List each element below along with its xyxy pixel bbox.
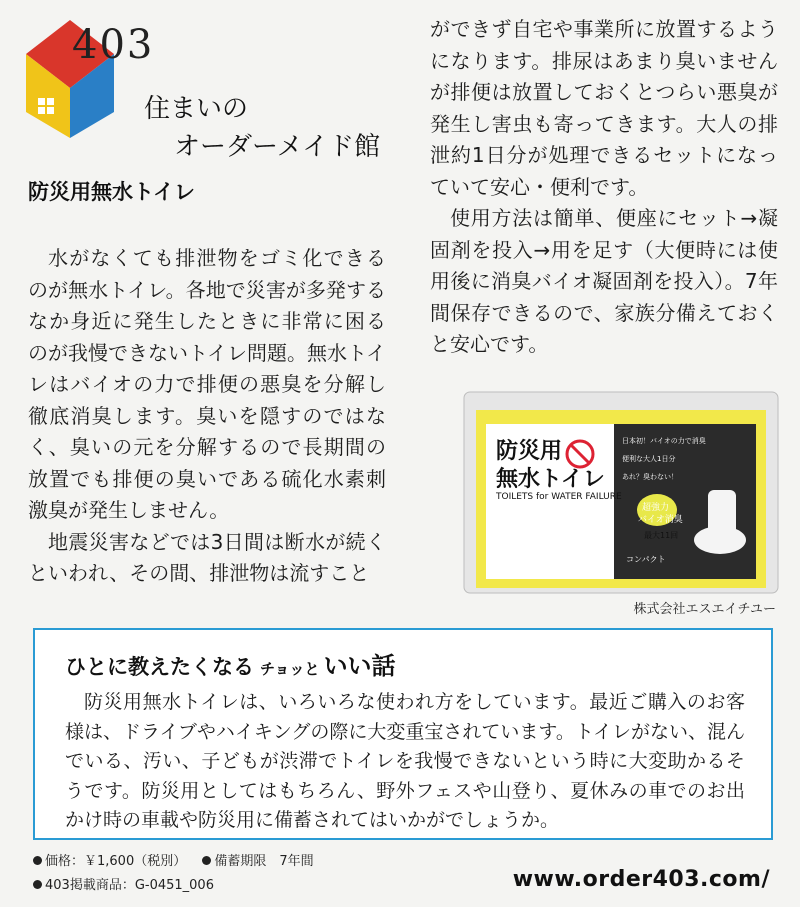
logo-title-line1: 住まいの: [144, 94, 249, 124]
article-paragraph: 地震災害などでは3日間は断水が続くといわれ、その間、排泄物は流すこと: [28, 529, 386, 585]
article-title: 防災用無水トイレ: [28, 180, 195, 204]
product-title-2: 無水トイレ: [496, 467, 605, 492]
product-tag-4: コンパクト: [626, 555, 666, 564]
product-tag-2: バイオ消臭: [638, 515, 683, 525]
tip-title-b: チョッと: [260, 660, 320, 678]
product-tag-1: 超強力: [642, 503, 670, 513]
article-paragraph: 水がなくても排泄物をゴミ化できるのが無水トイレ。各地で災害が多発するなか身近に発生したときに非常に困るのが我慢できないトイレ問題。無水トイレはバイオの力で排便の悪臭を分解し徹底消臭します。臭いを隠すのではなく、臭いの元を分解するので長期間の放置でも排便の臭いである硫化水素刺激臭が発生しません。: [28, 246, 386, 522]
bullet-icon: [33, 880, 42, 889]
product-tag-3: 最大11回: [644, 531, 679, 540]
article-paragraph: 使用方法は簡単、便座にセット→凝固剤を投入→用を足す（大便時には使用後に消臭バイオ凝固剤を投入）。7年間保存できるので、家族分備えておくと安心です。: [430, 206, 778, 356]
product-photo: [462, 390, 780, 595]
spec-catalog: 403掲載商品：G-0451_006: [45, 878, 214, 893]
product-subtitle: TOILETS for WATER FAILURE: [496, 492, 622, 502]
tip-box: [33, 628, 773, 840]
bullet-icon: [202, 856, 211, 865]
article-paragraph-continued: ができず自宅や事業所に放置するようになります。排尿はあまり臭いませんが排便は放置しておくとつらい悪臭が発生し害虫も寄ってきます。大人の排泄約1日分が処理できるセットになっていて安心・便利です。: [430, 17, 778, 199]
tip-title-a: ひとに教えたくなる: [65, 655, 254, 679]
bullet-icon: [33, 856, 42, 865]
product-note-1: 日本初！バイオの力で消臭: [622, 437, 706, 445]
spec-line-1: [33, 850, 314, 869]
spec-price: 価格：￥1,600（税別）: [45, 854, 187, 869]
tip-box-body: [65, 688, 745, 836]
logo-block: [12, 18, 392, 178]
spec-line-2: [33, 874, 214, 893]
article-right-column: [430, 14, 778, 361]
company-name: 株式会社エスエイチユー: [633, 602, 776, 617]
product-title: 防災用: [496, 439, 563, 464]
product-note-2: 便利な大人1日分: [622, 455, 676, 463]
spec-storage: 備蓄期限 7年間: [214, 854, 314, 869]
product-note-3: あれ？臭わない！: [622, 473, 678, 481]
article-left-column: [28, 243, 386, 590]
website-link[interactable]: www.order403.com/: [512, 867, 770, 892]
logo-title-line2: オーダーメイド館: [174, 132, 381, 162]
logo-number: 403: [72, 22, 155, 68]
tip-title-c: いい話: [323, 652, 396, 680]
tip-box-title: [65, 646, 396, 681]
tip-box-paragraph: 防災用無水トイレは、いろいろな使われ方をしています。最近ご購入のお客様は、ドライブやハイキングの際に大変重宝されています。トイレがない、混んでいる、汚い、子どもが渋滞でトイレを我慢できないという時に大変助かるそうです。防災用としてはもちろん、野外フェスや山登り、夏休みの車でのお出かけ時の車載や防災用に備蓄されてはいかがでしょうか。: [65, 691, 745, 831]
